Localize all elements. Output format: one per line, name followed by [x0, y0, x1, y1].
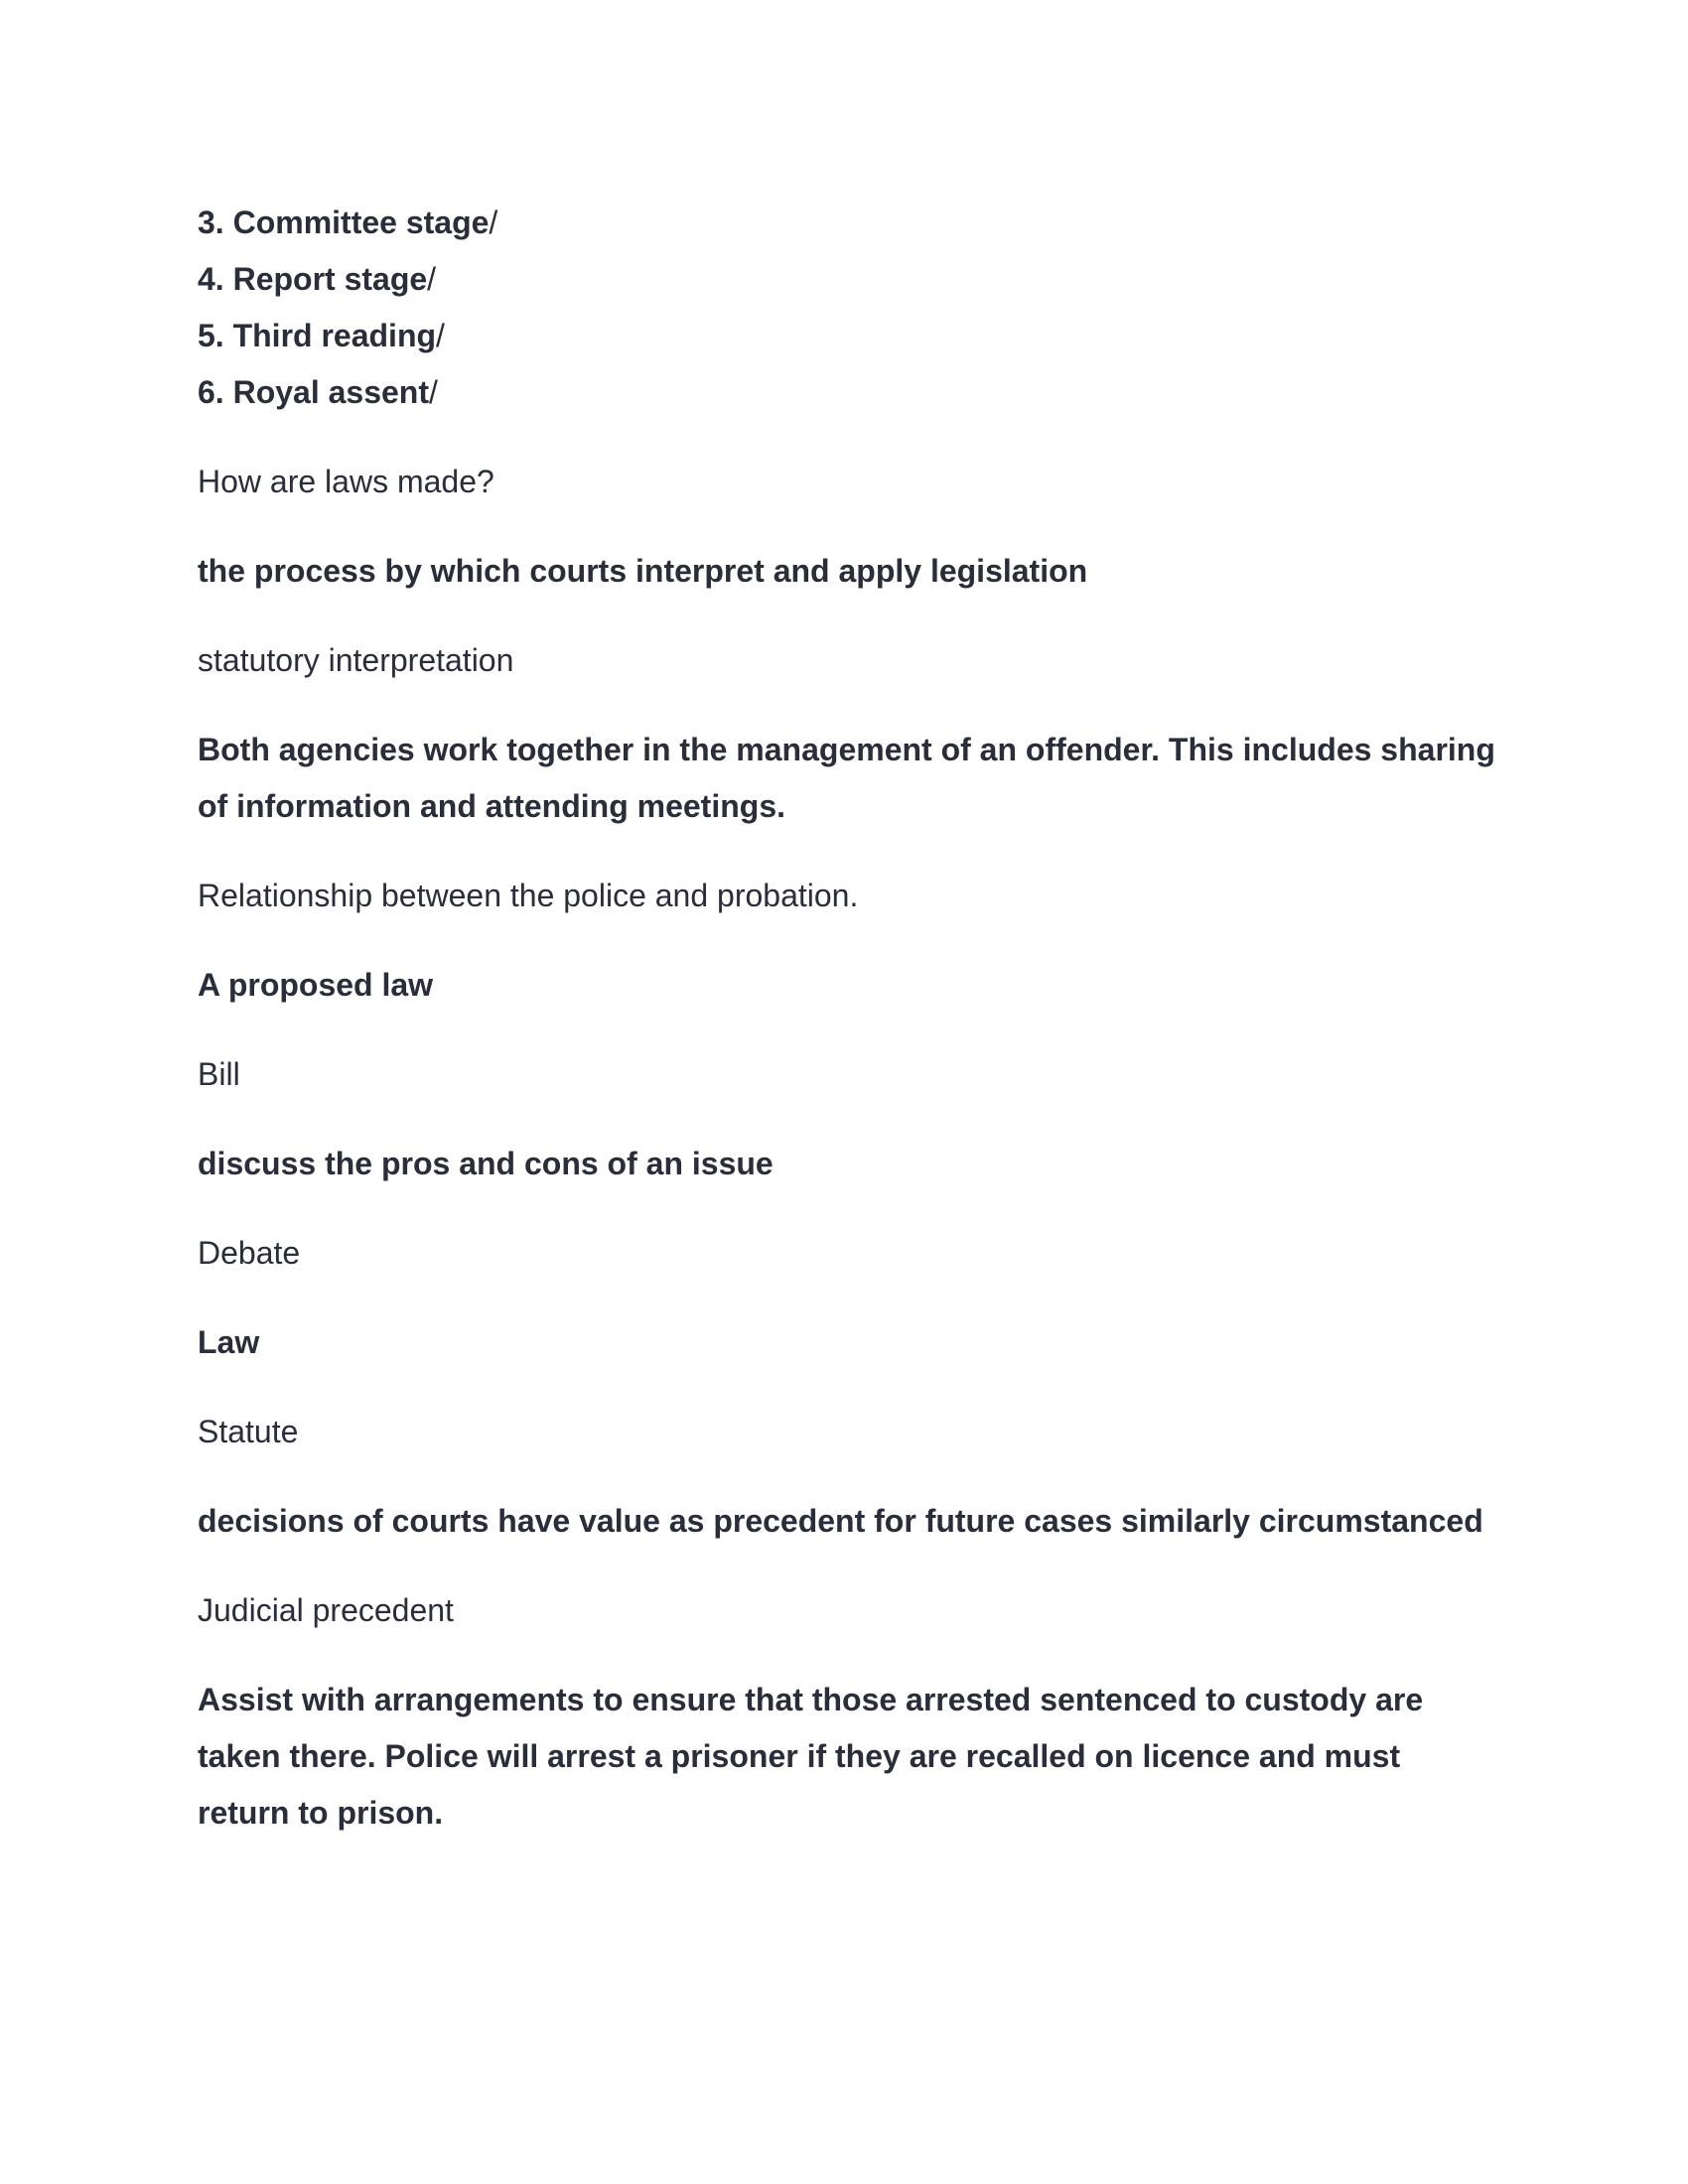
flashcard-answer: Judicial precedent [198, 1592, 454, 1628]
stage-separator: / [489, 205, 498, 240]
flashcard-term: A proposed law [198, 967, 434, 1003]
flashcard-answer: statutory interpretation [198, 642, 514, 678]
stage-separator: / [427, 261, 437, 297]
flashcard-term: Assist with arrangements to ensure that those arrested sentenced to custody are taken there. Police will arrest a prisoner if they are recalled on licence and must return to prison. [198, 1682, 1424, 1831]
stage-list [198, 195, 1498, 421]
stage-item [198, 364, 1498, 421]
stage-separator: / [436, 318, 445, 353]
stage-label: 3. Committee stage [198, 205, 490, 240]
stage-item [198, 195, 1498, 251]
flashcard-answer: Relationship between the police and probation. [198, 878, 859, 913]
flashcard-term: Both agencies work together in the management of an offender. This includes sharing of information and attending meetings. [198, 732, 1495, 824]
stage-label: 4. Report stage [198, 261, 428, 297]
flashcard-term: decisions of courts have value as precedent for future cases similarly circumstanced [198, 1503, 1483, 1539]
flashcard-answer: How are laws made? [198, 464, 494, 499]
flashcard-answer: Bill [198, 1056, 240, 1092]
stage-item [198, 251, 1498, 308]
flashcard-term: the process by which courts interpret and apply legislation [198, 553, 1088, 589]
document-page [198, 195, 1498, 1874]
stage-item [198, 308, 1498, 364]
flashcard-answer: Statute [198, 1414, 299, 1449]
flashcard-term: discuss the pros and cons of an issue [198, 1146, 774, 1181]
stage-separator: / [429, 374, 438, 410]
flashcard-term: Law [198, 1324, 260, 1360]
stage-label: 6. Royal assent [198, 374, 429, 410]
flashcard-answer: Debate [198, 1235, 301, 1271]
stage-label: 5. Third reading [198, 318, 437, 353]
